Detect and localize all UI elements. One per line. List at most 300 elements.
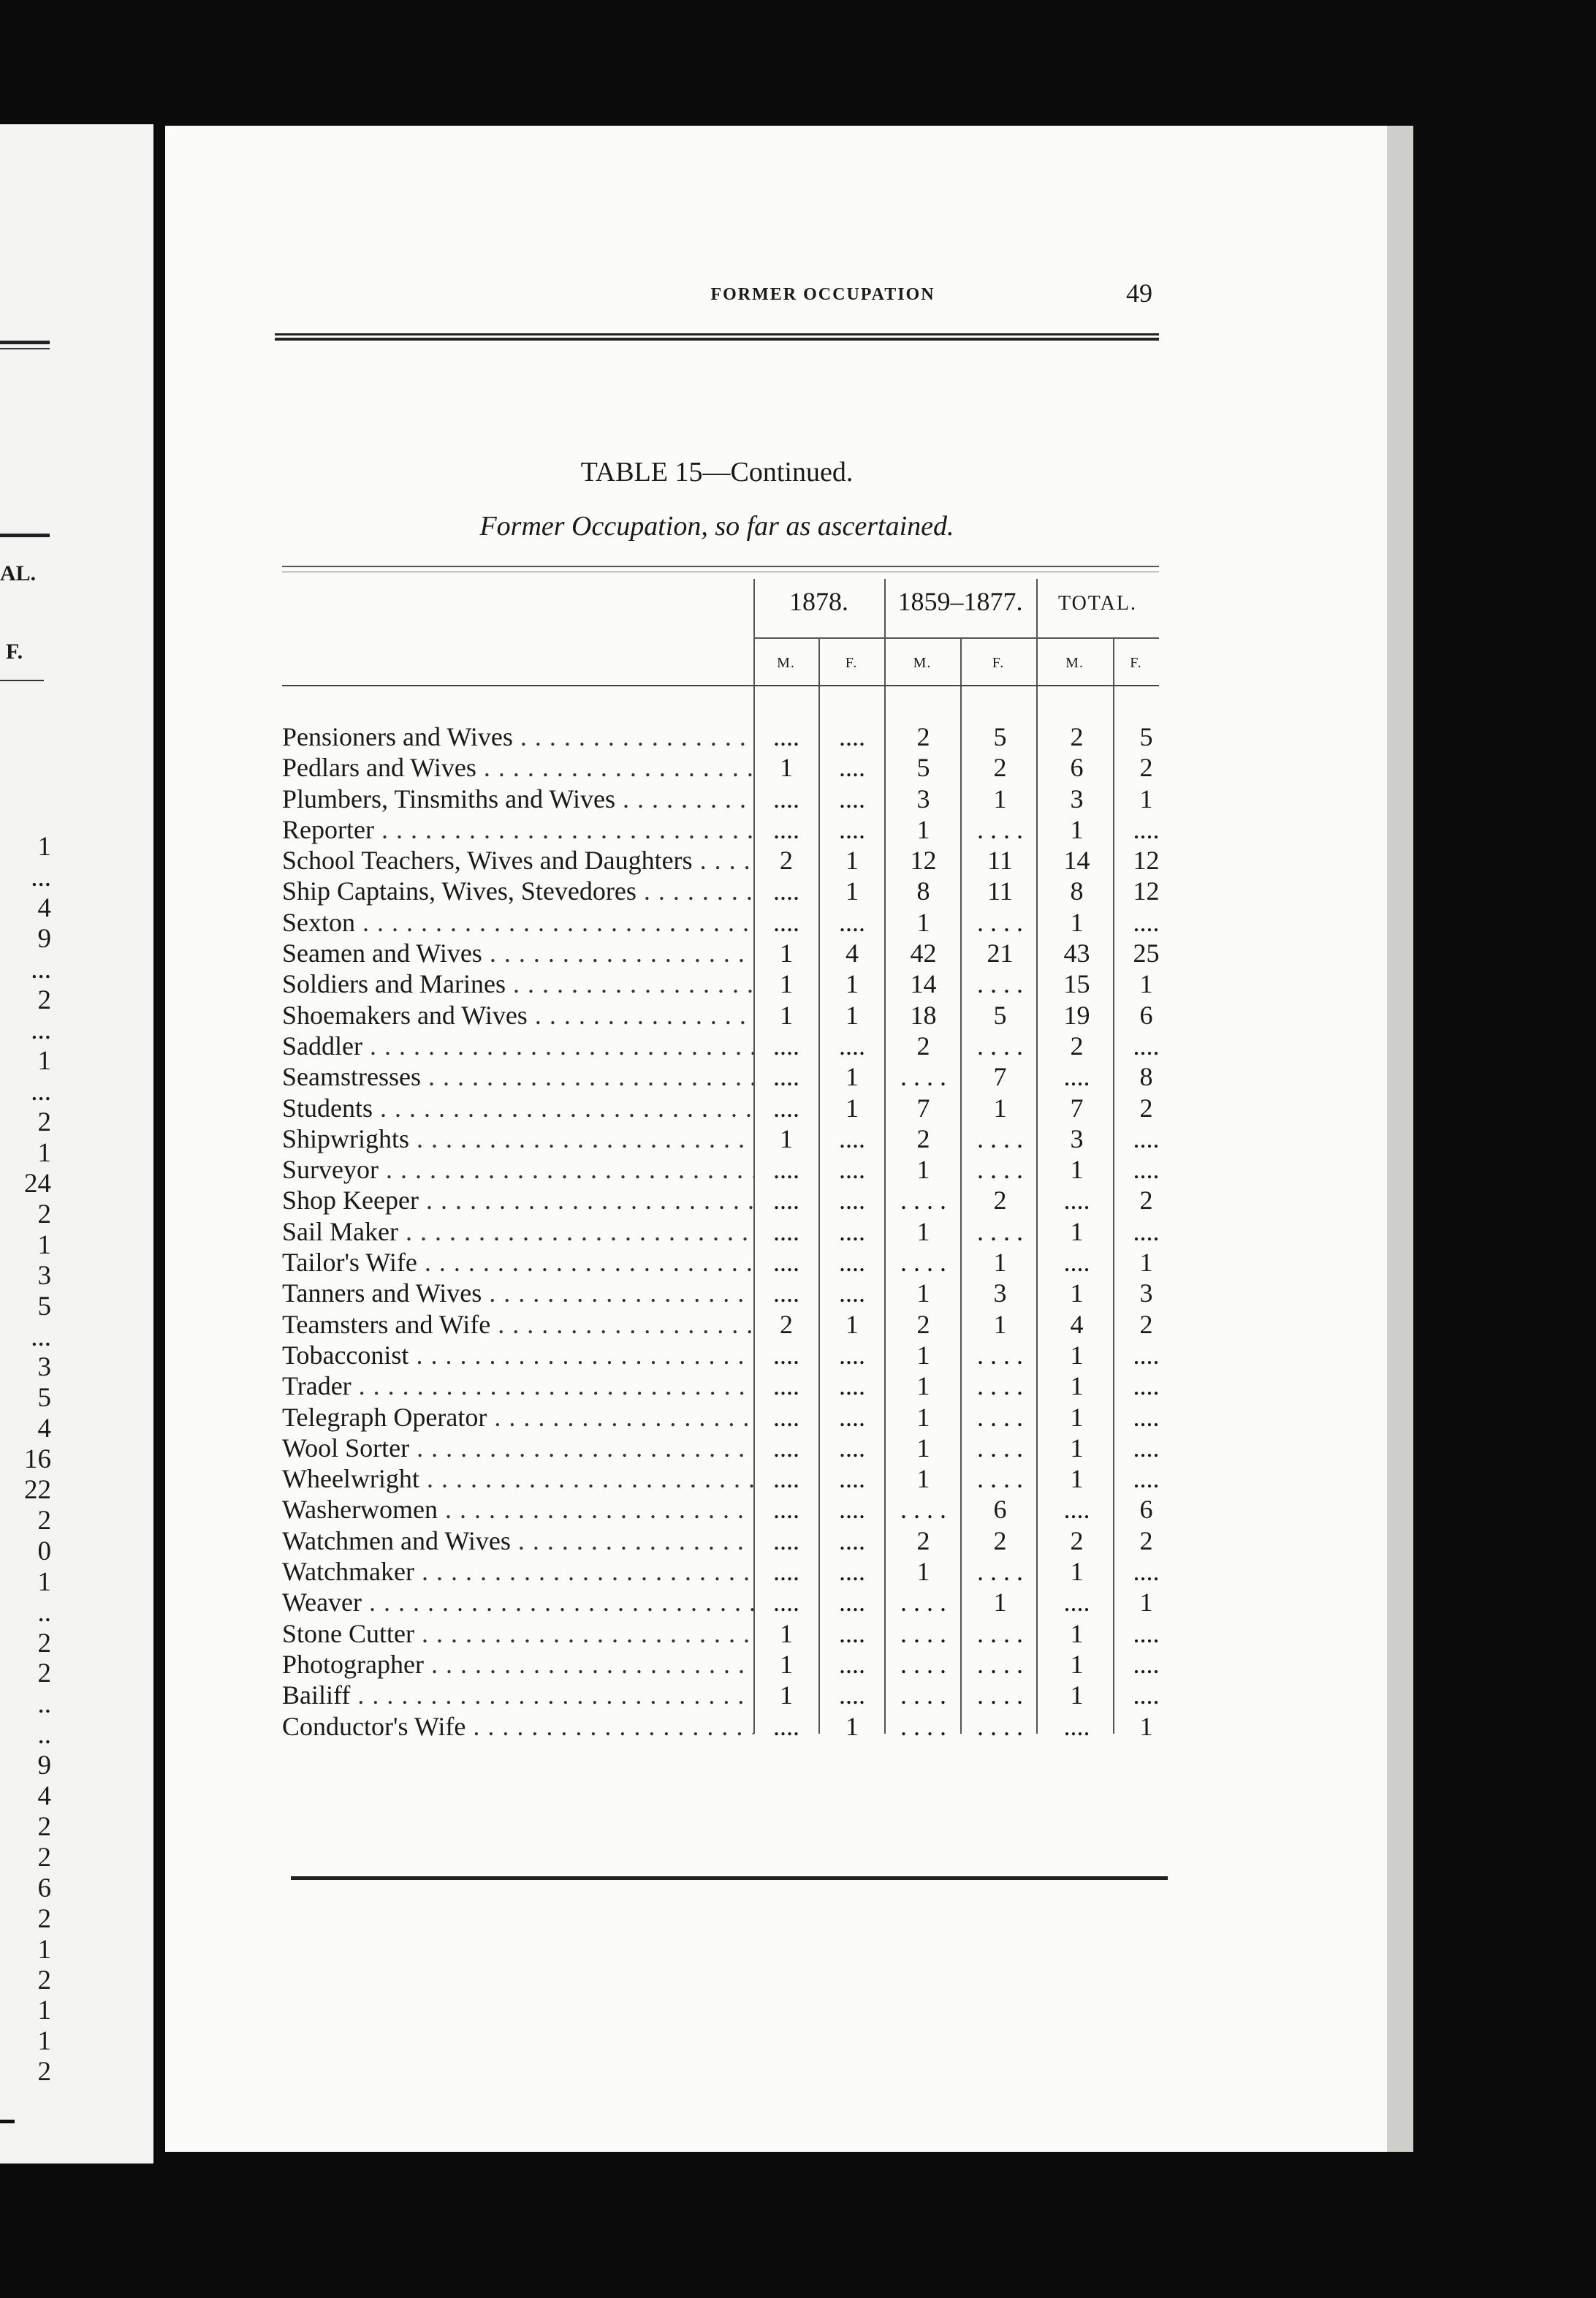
group-header-1878: 1878. [789, 587, 848, 616]
cell-m2: 14 [910, 969, 937, 999]
left-column-value: 3 [37, 1352, 51, 1383]
cell-m2: 2 [916, 722, 930, 751]
cell-f3: 1 [1139, 1711, 1153, 1741]
occupation-label: Saddler . . . [282, 1031, 753, 1061]
occupation-label: Sexton . . . [282, 907, 753, 938]
table-bottom-rule [291, 1876, 1168, 1880]
cell-f2: . . . . [977, 1216, 1023, 1246]
occupation-label: Wheelwright . . . [282, 1463, 753, 1494]
cell-m1: .... [773, 1588, 799, 1618]
cell-f1: .... [839, 1649, 865, 1679]
cell-m1: .... [773, 1340, 799, 1370]
left-column-value: 1 [37, 1934, 51, 1965]
cell-f3: 1 [1139, 784, 1153, 814]
cell-m2: 1 [916, 1371, 930, 1401]
cell-m3: 1 [1070, 1155, 1084, 1185]
cell-m2: . . . . [900, 1186, 946, 1216]
cell-m2: 1 [916, 1155, 930, 1185]
cell-m2: 1 [916, 1433, 930, 1463]
table-row [282, 1309, 1159, 1340]
cell-f2: 6 [993, 1495, 1007, 1525]
group-header-rule [753, 637, 1159, 639]
cell-f2: 7 [993, 1062, 1007, 1092]
cell-m2: 2 [916, 1123, 930, 1153]
occupation-label: Tailor's Wife . . . [282, 1247, 753, 1278]
cell-m1: 1 [780, 1649, 793, 1679]
left-column-value: 1 [37, 1138, 51, 1169]
cell-f2: 2 [993, 1186, 1007, 1216]
cell-f3: 12 [1133, 876, 1160, 906]
cell-m2: 3 [916, 784, 930, 814]
cell-m3: 1 [1070, 1680, 1084, 1710]
occupation-label: Tobacconist . . . [282, 1340, 753, 1370]
table-row [282, 1525, 1159, 1556]
cell-f3: 2 [1139, 1093, 1153, 1123]
table-title: TABLE 15—Continued. [580, 457, 854, 488]
cell-f1: 1 [846, 876, 859, 906]
left-column-value: 1 [37, 1046, 51, 1077]
cell-m2: 2 [916, 1031, 930, 1061]
cell-f2: . . . . [977, 1433, 1023, 1463]
table-row [282, 1463, 1159, 1494]
occupation-label: Shipwrights . . . [282, 1123, 753, 1154]
cell-m1: 1 [780, 1000, 793, 1030]
running-head-rule [275, 333, 1159, 335]
cell-m2: 2 [916, 1309, 930, 1339]
occupation-label: School Teachers, Wives and Daughters . . . [282, 845, 753, 876]
table-row [282, 784, 1159, 814]
cell-f2: 21 [987, 938, 1014, 968]
left-column-value: 2 [37, 1842, 51, 1873]
cell-f1: .... [839, 1278, 865, 1308]
left-column-value: ... [31, 862, 51, 892]
cell-f3: .... [1133, 1216, 1160, 1246]
left-total-header: AL. [0, 561, 37, 585]
cell-m2: 1 [916, 1216, 930, 1246]
cell-m1: 1 [780, 1618, 793, 1648]
cell-m1: .... [773, 1711, 799, 1741]
occupation-label: Washerwomen . . . [282, 1494, 753, 1525]
cell-f2: . . . . [977, 907, 1023, 937]
left-column-value: 5 [37, 1383, 51, 1414]
cell-m1: .... [773, 1093, 799, 1123]
cell-f2: 1 [993, 1309, 1007, 1339]
cell-f1: .... [839, 753, 865, 783]
left-column-value: 5 [37, 1291, 51, 1321]
cell-m1: .... [773, 1557, 799, 1587]
table-row [282, 1340, 1159, 1370]
cell-f1: 4 [846, 938, 859, 968]
subheader-f: F. [1130, 655, 1142, 671]
table-row [282, 907, 1159, 938]
left-column-value: 2 [37, 1965, 51, 1995]
left-column-value: .. [37, 1689, 51, 1720]
cell-m1: .... [773, 1433, 799, 1463]
left-column-values [7, 832, 51, 2087]
table-row [282, 721, 1159, 752]
cell-m3: 19 [1063, 1000, 1090, 1030]
left-page-fragment [0, 124, 153, 2164]
cell-m3: 1 [1070, 1557, 1084, 1587]
left-column-value: 2 [37, 1505, 51, 1536]
group-header-1859-1877: 1859–1877. [897, 587, 1023, 616]
cell-m1: .... [773, 1155, 799, 1185]
cell-m2: . . . . [900, 1588, 946, 1618]
cell-m2: 1 [916, 1340, 930, 1370]
occupation-label: Stone Cutter . . . [282, 1618, 753, 1649]
cell-m3: 43 [1063, 938, 1090, 968]
cell-m2: . . . . [900, 1495, 946, 1525]
cell-m1: .... [773, 1525, 799, 1555]
table-row [282, 814, 1159, 845]
cell-m2: 1 [916, 1557, 930, 1587]
cell-f3: .... [1133, 1402, 1160, 1432]
occupation-label: Trader . . . [282, 1370, 753, 1401]
occupation-label: Sail Maker . . . [282, 1216, 753, 1247]
cell-m2: 1 [916, 1464, 930, 1494]
cell-m2: . . . . [900, 1680, 946, 1710]
table-row [282, 1185, 1159, 1216]
cell-m3: 6 [1070, 753, 1084, 783]
cell-m2: . . . . [900, 1248, 946, 1278]
occupation-label: Plumbers, Tinsmiths and Wives . . . [282, 784, 753, 814]
cell-m1: 1 [780, 753, 793, 783]
cell-m2: 1 [916, 907, 930, 937]
cell-m1: 1 [780, 938, 793, 968]
left-column-value: 1 [37, 2026, 51, 2057]
cell-f1: .... [839, 1216, 865, 1246]
cell-f1: 1 [846, 1062, 859, 1092]
cell-f3: 2 [1139, 1525, 1153, 1555]
occupation-label: Wool Sorter . . . [282, 1433, 753, 1463]
left-column-value: ... [31, 1015, 51, 1046]
subheader-f: F. [845, 655, 858, 671]
cell-f1: .... [839, 1618, 865, 1648]
cell-f1: .... [839, 1248, 865, 1278]
cell-f1: .... [839, 1680, 865, 1710]
occupation-label: Photographer . . . [282, 1649, 753, 1680]
cell-m1: .... [773, 1495, 799, 1525]
occupation-label: Shoemakers and Wives . . . [282, 1000, 753, 1031]
cell-m3: .... [1063, 1495, 1090, 1525]
cell-f1: .... [839, 1186, 865, 1216]
cell-f3: 2 [1139, 753, 1153, 783]
table-row [282, 1031, 1159, 1061]
occupation-label: Seamen and Wives . . . [282, 938, 753, 968]
left-column-value: 1 [37, 1995, 51, 2026]
left-column-value: ... [31, 1321, 51, 1352]
cell-f3: .... [1133, 1557, 1160, 1587]
left-column-value: ... [31, 954, 51, 985]
occupation-label: Soldiers and Marines . . . [282, 968, 753, 999]
left-header-rule [0, 341, 50, 344]
cell-f3: .... [1133, 1680, 1160, 1710]
left-column-value: 9 [37, 923, 51, 954]
cell-f3: 8 [1139, 1062, 1153, 1092]
table-row [282, 1618, 1159, 1649]
occupation-label: Bailiff . . . [282, 1680, 753, 1710]
left-column-value: 4 [37, 892, 51, 923]
cell-m1: .... [773, 1402, 799, 1432]
cell-f3: 12 [1133, 846, 1160, 876]
table-top-rule [282, 566, 1159, 567]
cell-f3: .... [1133, 907, 1160, 937]
cell-m3: 2 [1070, 1525, 1084, 1555]
left-column-value: 2 [37, 2057, 51, 2087]
cell-f2: . . . . [977, 1711, 1023, 1741]
cell-f2: . . . . [977, 1618, 1023, 1648]
table-row [282, 1123, 1159, 1154]
table-row [282, 1433, 1159, 1463]
cell-f2: . . . . [977, 969, 1023, 999]
cell-m3: 1 [1070, 1216, 1084, 1246]
running-head-rule-thick [275, 338, 1159, 341]
cell-f2: . . . . [977, 1464, 1023, 1494]
left-f-header: F. [6, 640, 23, 664]
cell-m3: 1 [1070, 814, 1084, 844]
left-column-value: .. [37, 1720, 51, 1751]
cell-f3: .... [1133, 1031, 1160, 1061]
cell-m1: .... [773, 1371, 799, 1401]
left-column-value: 2 [37, 1199, 51, 1229]
table-row [282, 1154, 1159, 1185]
occupation-label: Telegraph Operator . . . [282, 1402, 753, 1433]
table-row [282, 1587, 1159, 1618]
cell-m3: .... [1063, 1588, 1090, 1618]
cell-m2: . . . . [900, 1711, 946, 1741]
cell-f1: .... [839, 1495, 865, 1525]
cell-m1: .... [773, 1464, 799, 1494]
cell-f2: . . . . [977, 1340, 1023, 1370]
occupation-label: Pensioners and Wives . . . [282, 721, 753, 752]
table-row [282, 1711, 1159, 1742]
left-column-value: 16 [24, 1444, 51, 1475]
cell-f2: . . . . [977, 1649, 1023, 1679]
cell-m1: .... [773, 784, 799, 814]
cell-f3: 1 [1139, 1588, 1153, 1618]
cell-m1: 1 [780, 1680, 793, 1710]
cell-f2: . . . . [977, 1557, 1023, 1587]
left-column-value: .. [37, 1597, 51, 1628]
cell-f1: .... [839, 814, 865, 844]
cell-f3: .... [1133, 1649, 1160, 1679]
cell-f1: 1 [846, 1093, 859, 1123]
occupation-label: Pedlars and Wives . . . [282, 752, 753, 783]
occupation-label: Weaver . . . [282, 1587, 753, 1618]
left-column-value: 24 [24, 1168, 51, 1199]
cell-m2: . . . . [900, 1649, 946, 1679]
cell-m1: .... [773, 722, 799, 751]
table-row [282, 1649, 1159, 1680]
cell-f1: 1 [846, 969, 859, 999]
occupation-label: Watchmen and Wives . . . [282, 1525, 753, 1556]
cell-f2: . . . . [977, 1155, 1023, 1185]
cell-m3: 1 [1070, 1618, 1084, 1648]
left-column-value: 22 [24, 1475, 51, 1506]
cell-m2: 12 [910, 846, 937, 876]
cell-f3: 2 [1139, 1186, 1153, 1216]
cell-m3: 1 [1070, 1340, 1084, 1370]
subheader-f: F. [992, 655, 1005, 671]
cell-f2: . . . . [977, 814, 1023, 844]
cell-m3: 4 [1070, 1309, 1084, 1339]
table-row [282, 1000, 1159, 1031]
cell-f2: . . . . [977, 1123, 1023, 1153]
table-row [282, 845, 1159, 876]
page-edge [1387, 126, 1413, 2152]
left-column-value: 1 [37, 1229, 51, 1260]
cell-f3: .... [1133, 1433, 1160, 1463]
cell-f1: .... [839, 1525, 865, 1555]
table-row [282, 968, 1159, 999]
left-column-value: 4 [37, 1781, 51, 1812]
cell-m3: 1 [1070, 1464, 1084, 1494]
table-row [282, 1247, 1159, 1278]
left-subheader-rule [0, 680, 44, 681]
left-column-value: 0 [37, 1536, 51, 1566]
table-row [282, 1494, 1159, 1525]
occupation-label: Tanners and Wives . . . [282, 1278, 753, 1308]
table-row [282, 1370, 1159, 1401]
cell-m1: .... [773, 907, 799, 937]
cell-f2: . . . . [977, 1031, 1023, 1061]
occupation-label: Ship Captains, Wives, Stevedores . . . [282, 876, 753, 906]
occupation-label: Teamsters and Wife . . . [282, 1309, 753, 1340]
cell-f3: .... [1133, 1618, 1160, 1648]
cell-f2: . . . . [977, 1371, 1023, 1401]
cell-m3: 2 [1070, 1031, 1084, 1061]
cell-f2: 3 [993, 1278, 1007, 1308]
left-column-value: 9 [37, 1751, 51, 1781]
cell-f3: 6 [1139, 1000, 1153, 1030]
table-subtitle: Former Occupation, so far as ascertained. [479, 511, 954, 542]
cell-f3: 1 [1139, 1248, 1153, 1278]
cell-f2: 5 [993, 722, 1007, 751]
cell-f2: 11 [987, 876, 1013, 906]
table-row [282, 876, 1159, 906]
left-column-value: 2 [37, 1903, 51, 1934]
cell-f2: 2 [993, 753, 1007, 783]
cell-m2: . . . . [900, 1618, 946, 1648]
cell-m1: .... [773, 1031, 799, 1061]
cell-m3: 1 [1070, 1402, 1084, 1432]
cell-f1: 1 [846, 1000, 859, 1030]
cell-m3: 7 [1070, 1093, 1084, 1123]
table-row [282, 1278, 1159, 1308]
table-row [282, 1402, 1159, 1433]
cell-f2: 2 [993, 1525, 1007, 1555]
cell-m2: 18 [910, 1000, 937, 1030]
book-page [165, 126, 1387, 2152]
cell-f1: 1 [846, 1711, 859, 1741]
occupation-table [282, 721, 1159, 1742]
cell-f2: . . . . [977, 1680, 1023, 1710]
cell-m1: .... [773, 1062, 799, 1092]
cell-f3: 3 [1139, 1278, 1153, 1308]
occupation-label: Conductor's Wife . . . [282, 1711, 753, 1742]
left-column-value: 2 [37, 1628, 51, 1658]
cell-m3: 8 [1070, 876, 1084, 906]
cell-f3: 6 [1139, 1495, 1153, 1525]
cell-m1: 2 [780, 846, 793, 876]
cell-f3: .... [1133, 1464, 1160, 1494]
left-column-value: 3 [37, 1260, 51, 1291]
cell-f3: .... [1133, 1155, 1160, 1185]
cell-m2: 8 [916, 876, 930, 906]
cell-m2: . . . . [900, 1062, 946, 1092]
left-column-value: 2 [37, 1107, 51, 1138]
left-column-value: 1 [37, 832, 51, 862]
cell-f2: 1 [993, 1093, 1007, 1123]
cell-f1: .... [839, 1031, 865, 1061]
table-row [282, 1061, 1159, 1092]
cell-f1: 1 [846, 846, 859, 876]
cell-f1: .... [839, 784, 865, 814]
cell-f1: .... [839, 1557, 865, 1587]
cell-m1: .... [773, 1186, 799, 1216]
subheader-m: M. [777, 655, 795, 671]
running-head: FORMER OCCUPATION [710, 285, 935, 304]
cell-f3: .... [1133, 1340, 1160, 1370]
cell-f1: .... [839, 1155, 865, 1185]
cell-m3: 1 [1070, 1371, 1084, 1401]
table-row [282, 1680, 1159, 1710]
cell-f1: .... [839, 1123, 865, 1153]
cell-m3: 14 [1063, 846, 1090, 876]
cell-f1: 1 [846, 1309, 859, 1339]
cell-m3: 2 [1070, 722, 1084, 751]
cell-m2: 7 [916, 1093, 930, 1123]
cell-m2: 42 [910, 938, 937, 968]
subheader-m: M. [913, 655, 932, 671]
cell-m2: 1 [916, 1402, 930, 1432]
cell-m3: 3 [1070, 784, 1084, 814]
cell-m1: 1 [780, 1123, 793, 1153]
cell-f1: .... [839, 1402, 865, 1432]
occupation-label: Students . . . [282, 1093, 753, 1123]
table-row [282, 938, 1159, 968]
cell-m1: .... [773, 814, 799, 844]
cell-m3: 1 [1070, 1433, 1084, 1463]
left-table-rule [0, 534, 50, 537]
cell-m2: 5 [916, 753, 930, 783]
left-column-value: 2 [37, 1658, 51, 1689]
table-row [282, 1093, 1159, 1123]
occupation-label: Shop Keeper . . . [282, 1185, 753, 1216]
cell-f1: .... [839, 1464, 865, 1494]
cell-m1: .... [773, 1248, 799, 1278]
cell-m3: .... [1063, 1248, 1090, 1278]
occupation-label: Reporter . . . [282, 814, 753, 845]
cell-f1: .... [839, 1433, 865, 1463]
left-column-value: 2 [37, 1812, 51, 1842]
cell-m1: .... [773, 1278, 799, 1308]
cell-f3: 25 [1133, 938, 1160, 968]
left-column-value: 1 [37, 1566, 51, 1597]
cell-m1: 1 [780, 969, 793, 999]
left-column-value: 2 [37, 985, 51, 1015]
cell-m3: .... [1063, 1062, 1090, 1092]
cell-f1: .... [839, 1340, 865, 1370]
cell-f1: .... [839, 722, 865, 751]
cell-f2: 1 [993, 1588, 1007, 1618]
cell-f3: 5 [1139, 722, 1153, 751]
left-column-value: 6 [37, 1873, 51, 1903]
left-column-value: 4 [37, 1414, 51, 1444]
cell-m3: 1 [1070, 1649, 1084, 1679]
cell-m1: .... [773, 1216, 799, 1246]
cell-m2: 1 [916, 814, 930, 844]
